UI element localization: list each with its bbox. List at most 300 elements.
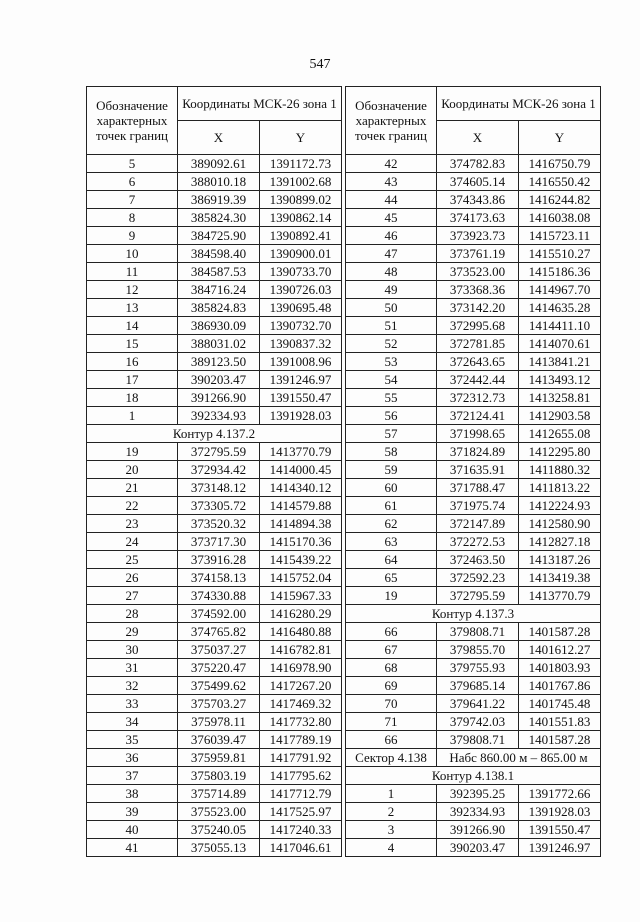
x-coordinate-cell: 375714.89 [178,785,260,803]
x-coordinate-cell: 374173.63 [437,209,519,227]
x-coordinate-cell: 372995.68 [437,317,519,335]
table-row [346,785,601,803]
table-row [346,155,601,173]
point-id-cell: 4 [346,839,437,857]
x-coordinate-cell: 374592.00 [178,605,260,623]
table-row [346,425,601,443]
y-coordinate-cell: 1390899.02 [260,191,342,209]
page-number: 547 [309,57,331,72]
y-coordinate-cell: 1390726.03 [260,281,342,299]
y-coordinate-cell: 1414635.28 [519,299,601,317]
x-coordinate-cell: 372781.85 [437,335,519,353]
y-coordinate-cell: 1417732.80 [260,713,342,731]
point-id-cell: 22 [87,497,178,515]
y-coordinate-cell: 1417712.79 [260,785,342,803]
point-id-cell: 66 [346,731,437,749]
point-id-cell: 13 [87,299,178,317]
x-coordinate-cell: 375959.81 [178,749,260,767]
x-coordinate-cell: 372643.65 [437,353,519,371]
header-y: Y [260,121,342,155]
table-row [346,371,601,389]
table-row [87,371,342,389]
x-coordinate-cell: 375220.47 [178,659,260,677]
x-coordinate-cell: 379808.71 [437,731,519,749]
table-row [346,173,601,191]
x-coordinate-cell: 391266.90 [437,821,519,839]
table-row [87,353,342,371]
point-id-cell: 43 [346,173,437,191]
table-row [346,587,601,605]
y-coordinate-cell: 1415186.36 [519,263,601,281]
y-coordinate-cell: 1412295.80 [519,443,601,461]
point-id-cell: 9 [87,227,178,245]
x-coordinate-cell: 372795.59 [178,443,260,461]
y-coordinate-cell: 1416782.81 [260,641,342,659]
y-coordinate-cell: 1412903.58 [519,407,601,425]
x-coordinate-cell: 384587.53 [178,263,260,281]
point-id-cell: 1 [346,785,437,803]
table-row [87,461,342,479]
x-coordinate-cell: 373305.72 [178,497,260,515]
table-row [346,515,601,533]
x-coordinate-cell: 379641.22 [437,695,519,713]
x-coordinate-cell: 392395.25 [437,785,519,803]
point-id-cell: 34 [87,713,178,731]
point-id-cell: 24 [87,533,178,551]
x-coordinate-cell: 373520.32 [178,515,260,533]
y-coordinate-cell: 1401745.48 [519,695,601,713]
point-id-cell: 54 [346,371,437,389]
x-coordinate-cell: 376039.47 [178,731,260,749]
table-row [87,335,342,353]
table-row [87,695,342,713]
y-coordinate-cell: 1413187.26 [519,551,601,569]
point-id-cell: 25 [87,551,178,569]
x-coordinate-cell: 375037.27 [178,641,260,659]
point-id-cell: 17 [87,371,178,389]
table-row [346,695,601,713]
table-row [87,623,342,641]
point-id-cell: 28 [87,605,178,623]
section-title: Контур 4.137.3 [346,605,601,623]
sector-height-range: Набс 860.00 м – 865.00 м [437,749,601,767]
table-row [87,659,342,677]
table-row [346,209,601,227]
table-row [346,407,601,425]
y-coordinate-cell: 1391550.47 [519,821,601,839]
y-coordinate-cell: 1416038.08 [519,209,601,227]
y-coordinate-cell: 1413258.81 [519,389,601,407]
x-coordinate-cell: 372442.44 [437,371,519,389]
table-row [87,497,342,515]
table-row [346,821,601,839]
section-row [346,767,601,785]
section-title: Контур 4.137.2 [87,425,342,443]
point-id-cell: 7 [87,191,178,209]
point-id-cell: 32 [87,677,178,695]
point-id-cell: 69 [346,677,437,695]
y-coordinate-cell: 1390892.41 [260,227,342,245]
point-id-cell: 58 [346,443,437,461]
y-coordinate-cell: 1415439.22 [260,551,342,569]
table-row [346,245,601,263]
point-id-cell: 48 [346,263,437,281]
table-row [346,839,601,857]
x-coordinate-cell: 392334.93 [437,803,519,821]
y-coordinate-cell: 1401587.28 [519,623,601,641]
point-id-cell: 47 [346,245,437,263]
table-row [87,173,342,191]
table-row [346,497,601,515]
x-coordinate-cell: 379685.14 [437,677,519,695]
table-row [87,209,342,227]
y-coordinate-cell: 1401803.93 [519,659,601,677]
table-row [346,281,601,299]
y-coordinate-cell: 1413841.21 [519,353,601,371]
x-coordinate-cell: 374765.82 [178,623,260,641]
point-id-cell: 3 [346,821,437,839]
x-coordinate-cell: 390203.47 [178,371,260,389]
point-id-cell: 21 [87,479,178,497]
y-coordinate-cell: 1416750.79 [519,155,601,173]
table-row [87,227,342,245]
table-row [346,641,601,659]
point-id-cell: 70 [346,695,437,713]
x-coordinate-cell: 374605.14 [437,173,519,191]
header-coordinate-system: Координаты МСК-26 зона 1 [437,87,601,121]
table-row [87,479,342,497]
y-coordinate-cell: 1391928.03 [260,407,342,425]
x-coordinate-cell: 373142.20 [437,299,519,317]
point-id-cell: 10 [87,245,178,263]
table-row [87,443,342,461]
x-coordinate-cell: 371975.74 [437,497,519,515]
table-row [346,731,601,749]
point-id-cell: 16 [87,353,178,371]
table-row [87,749,342,767]
point-id-cell: 44 [346,191,437,209]
y-coordinate-cell: 1416550.42 [519,173,601,191]
x-coordinate-cell: 372463.50 [437,551,519,569]
point-id-cell: 59 [346,461,437,479]
y-coordinate-cell: 1415967.33 [260,587,342,605]
x-coordinate-cell: 392334.93 [178,407,260,425]
point-id-cell: 33 [87,695,178,713]
y-coordinate-cell: 1390695.48 [260,299,342,317]
y-coordinate-cell: 1414894.38 [260,515,342,533]
y-coordinate-cell: 1391172.73 [260,155,342,173]
x-coordinate-cell: 375055.13 [178,839,260,857]
x-coordinate-cell: 391266.90 [178,389,260,407]
point-id-cell: 62 [346,515,437,533]
table-row [87,533,342,551]
y-coordinate-cell: 1417795.62 [260,767,342,785]
point-id-cell: 57 [346,425,437,443]
y-coordinate-cell: 1391246.97 [260,371,342,389]
table-row [346,263,601,281]
table-row [87,821,342,839]
y-coordinate-cell: 1417791.92 [260,749,342,767]
x-coordinate-cell: 373923.73 [437,227,519,245]
table-row [87,551,342,569]
x-coordinate-cell: 371998.65 [437,425,519,443]
y-coordinate-cell: 1412580.90 [519,515,601,533]
point-id-cell: 52 [346,335,437,353]
y-coordinate-cell: 1416480.88 [260,623,342,641]
x-coordinate-cell: 379742.03 [437,713,519,731]
table-row [87,587,342,605]
point-id-cell: 42 [346,155,437,173]
x-coordinate-cell: 373523.00 [437,263,519,281]
x-coordinate-cell: 379855.70 [437,641,519,659]
point-id-cell: 2 [346,803,437,821]
x-coordinate-cell: 384725.90 [178,227,260,245]
point-id-cell: 38 [87,785,178,803]
x-coordinate-cell: 388031.02 [178,335,260,353]
point-id-cell: 12 [87,281,178,299]
section-row [346,605,601,623]
point-id-cell: 1 [87,407,178,425]
point-id-cell: 30 [87,641,178,659]
y-coordinate-cell: 1390900.01 [260,245,342,263]
y-coordinate-cell: 1391772.66 [519,785,601,803]
table-row [346,569,601,587]
y-coordinate-cell: 1413419.38 [519,569,601,587]
table-row [87,515,342,533]
table-row [346,659,601,677]
point-id-cell: 67 [346,641,437,659]
header-point-label: Обозначение характерных точек границ [87,87,178,155]
y-coordinate-cell: 1390733.70 [260,263,342,281]
table-row [87,569,342,587]
point-id-cell: 61 [346,497,437,515]
y-coordinate-cell: 1413770.79 [260,443,342,461]
table-row [87,263,342,281]
table-row [87,389,342,407]
x-coordinate-cell: 375499.62 [178,677,260,695]
y-coordinate-cell: 1391550.47 [260,389,342,407]
table-row [87,605,342,623]
point-id-cell: 31 [87,659,178,677]
point-id-cell: 56 [346,407,437,425]
table-row [87,155,342,173]
x-coordinate-cell: 385824.83 [178,299,260,317]
x-coordinate-cell: 388010.18 [178,173,260,191]
x-coordinate-cell: 384716.24 [178,281,260,299]
y-coordinate-cell: 1414967.70 [519,281,601,299]
y-coordinate-cell: 1414070.61 [519,335,601,353]
point-id-cell: 5 [87,155,178,173]
point-id-cell: 36 [87,749,178,767]
point-id-cell: 49 [346,281,437,299]
x-coordinate-cell: 373368.36 [437,281,519,299]
x-coordinate-cell: 374343.86 [437,191,519,209]
x-coordinate-cell: 373916.28 [178,551,260,569]
y-coordinate-cell: 1390837.32 [260,335,342,353]
table-row [87,281,342,299]
x-coordinate-cell: 375240.05 [178,821,260,839]
x-coordinate-cell: 373148.12 [178,479,260,497]
y-coordinate-cell: 1390862.14 [260,209,342,227]
y-coordinate-cell: 1417046.61 [260,839,342,857]
x-coordinate-cell: 371824.89 [437,443,519,461]
y-coordinate-cell: 1416280.29 [260,605,342,623]
header-x: X [178,121,260,155]
point-id-cell: 50 [346,299,437,317]
table-row [346,335,601,353]
x-coordinate-cell: 386919.39 [178,191,260,209]
x-coordinate-cell: 372147.89 [437,515,519,533]
y-coordinate-cell: 1391008.96 [260,353,342,371]
table-row [346,227,601,245]
x-coordinate-cell: 373761.19 [437,245,519,263]
coordinates-table-right [345,86,601,857]
table-row [87,677,342,695]
x-coordinate-cell: 374158.13 [178,569,260,587]
y-coordinate-cell: 1413493.12 [519,371,601,389]
x-coordinate-cell: 372272.53 [437,533,519,551]
x-coordinate-cell: 375978.11 [178,713,260,731]
table-row [346,713,601,731]
x-coordinate-cell: 372795.59 [437,587,519,605]
x-coordinate-cell: 372312.73 [437,389,519,407]
point-id-cell: 60 [346,479,437,497]
point-id-cell: 20 [87,461,178,479]
table-row [346,623,601,641]
point-id-cell: 14 [87,317,178,335]
table-row [87,713,342,731]
table-row [346,803,601,821]
x-coordinate-cell: 389092.61 [178,155,260,173]
header-coordinate-system: Координаты МСК-26 зона 1 [178,87,342,121]
point-id-cell: 40 [87,821,178,839]
table-row [346,479,601,497]
y-coordinate-cell: 1414000.45 [260,461,342,479]
y-coordinate-cell: 1391002.68 [260,173,342,191]
y-coordinate-cell: 1412827.18 [519,533,601,551]
point-id-cell: 64 [346,551,437,569]
table-row [346,677,601,695]
y-coordinate-cell: 1413770.79 [519,587,601,605]
x-coordinate-cell: 371635.91 [437,461,519,479]
table-row [346,443,601,461]
y-coordinate-cell: 1416244.82 [519,191,601,209]
x-coordinate-cell: 379808.71 [437,623,519,641]
x-coordinate-cell: 372592.23 [437,569,519,587]
point-id-cell: 41 [87,839,178,857]
table-row [87,803,342,821]
point-id-cell: 55 [346,389,437,407]
section-row [87,425,342,443]
point-id-cell: 19 [346,587,437,605]
point-id-cell: 53 [346,353,437,371]
x-coordinate-cell: 375803.19 [178,767,260,785]
y-coordinate-cell: 1414411.10 [519,317,601,335]
table-row [87,839,342,857]
sector-label: Сектор 4.138 [346,749,437,767]
x-coordinate-cell: 386930.09 [178,317,260,335]
y-coordinate-cell: 1391928.03 [519,803,601,821]
y-coordinate-cell: 1417469.32 [260,695,342,713]
point-id-cell: 65 [346,569,437,587]
x-coordinate-cell: 371788.47 [437,479,519,497]
point-id-cell: 46 [346,227,437,245]
x-coordinate-cell: 385824.30 [178,209,260,227]
point-id-cell: 19 [87,443,178,461]
table-row [346,191,601,209]
point-id-cell: 6 [87,173,178,191]
point-id-cell: 29 [87,623,178,641]
coordinates-table-left [86,86,342,857]
table-row [87,317,342,335]
point-id-cell: 71 [346,713,437,731]
point-id-cell: 39 [87,803,178,821]
table-row [346,353,601,371]
table-row [346,533,601,551]
point-id-cell: 45 [346,209,437,227]
x-coordinate-cell: 372934.42 [178,461,260,479]
x-coordinate-cell: 372124.41 [437,407,519,425]
x-coordinate-cell: 390203.47 [437,839,519,857]
y-coordinate-cell: 1414340.12 [260,479,342,497]
point-id-cell: 66 [346,623,437,641]
point-id-cell: 26 [87,569,178,587]
x-coordinate-cell: 389123.50 [178,353,260,371]
table-row [87,641,342,659]
table-row [346,317,601,335]
x-coordinate-cell: 384598.40 [178,245,260,263]
point-id-cell: 68 [346,659,437,677]
x-coordinate-cell: 374330.88 [178,587,260,605]
point-id-cell: 51 [346,317,437,335]
y-coordinate-cell: 1411813.22 [519,479,601,497]
table-row [87,767,342,785]
table-row [346,461,601,479]
table-row [87,191,342,209]
table-row [87,245,342,263]
y-coordinate-cell: 1391246.97 [519,839,601,857]
x-coordinate-cell: 375703.27 [178,695,260,713]
y-coordinate-cell: 1417525.97 [260,803,342,821]
y-coordinate-cell: 1401551.83 [519,713,601,731]
point-id-cell: 27 [87,587,178,605]
header-y: Y [519,121,601,155]
y-coordinate-cell: 1401587.28 [519,731,601,749]
point-id-cell: 35 [87,731,178,749]
point-id-cell: 15 [87,335,178,353]
point-id-cell: 8 [87,209,178,227]
point-id-cell: 23 [87,515,178,533]
y-coordinate-cell: 1415170.36 [260,533,342,551]
x-coordinate-cell: 373717.30 [178,533,260,551]
table-row [87,407,342,425]
header-point-label: Обозначение характерных точек границ [346,87,437,155]
y-coordinate-cell: 1414579.88 [260,497,342,515]
y-coordinate-cell: 1401612.27 [519,641,601,659]
table-row [346,389,601,407]
y-coordinate-cell: 1417240.33 [260,821,342,839]
x-coordinate-cell: 379755.93 [437,659,519,677]
sector-row [346,749,601,767]
y-coordinate-cell: 1417789.19 [260,731,342,749]
y-coordinate-cell: 1411880.32 [519,461,601,479]
table-row [87,785,342,803]
header-x: X [437,121,519,155]
point-id-cell: 63 [346,533,437,551]
y-coordinate-cell: 1401767.86 [519,677,601,695]
y-coordinate-cell: 1415723.11 [519,227,601,245]
y-coordinate-cell: 1412224.93 [519,497,601,515]
